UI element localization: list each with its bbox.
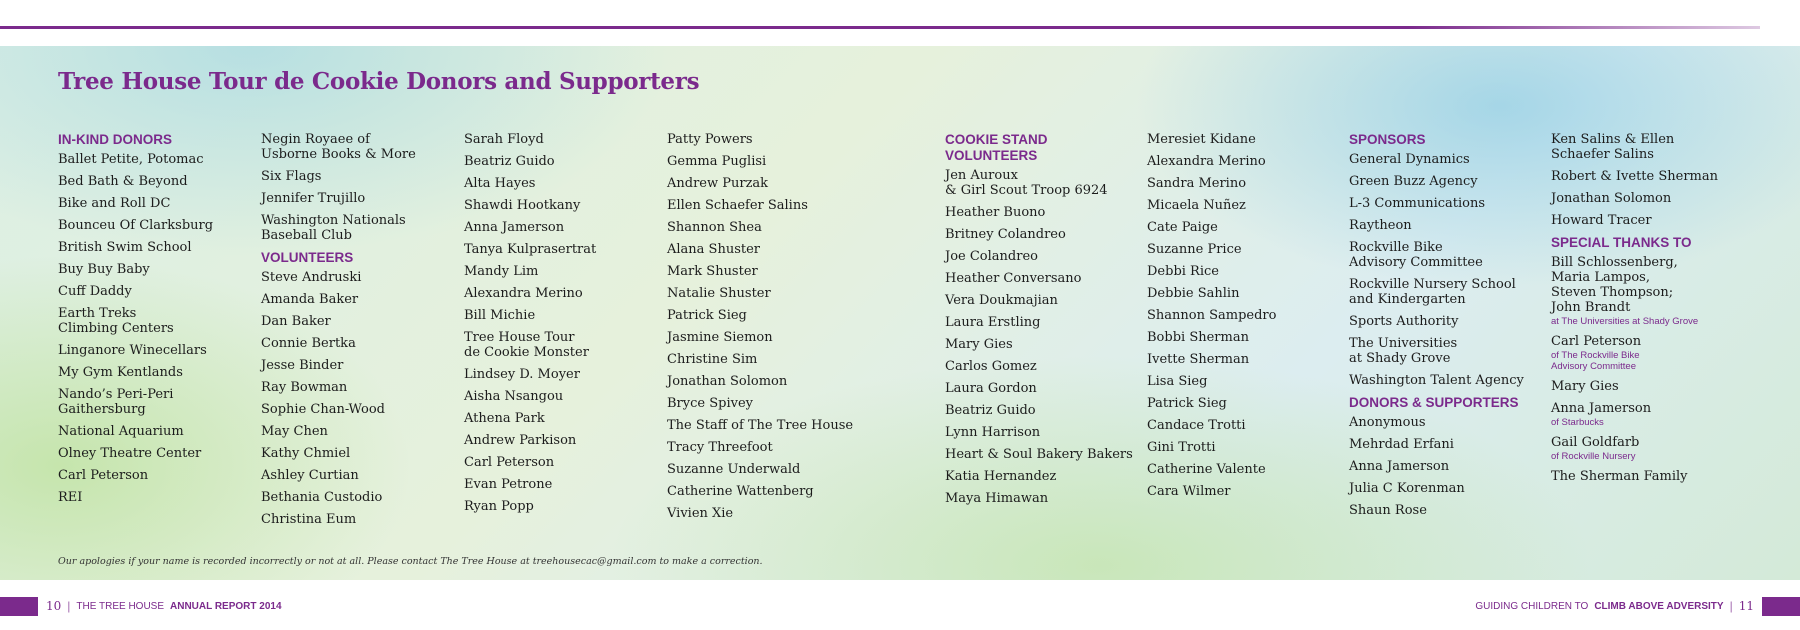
entry-name: Six Flags: [261, 169, 322, 184]
name-entry: [1147, 286, 1347, 301]
name-entry: [1147, 242, 1347, 257]
entry-name: Alana Shuster: [667, 242, 761, 257]
name-entry: [945, 403, 1145, 418]
entry-name: Rockville Nursery School and Kindergarten: [1349, 277, 1516, 307]
entry-name: Bike and Roll DC: [58, 196, 171, 211]
name-entry: [464, 242, 664, 257]
entry-name: General Dynamics: [1349, 152, 1470, 167]
name-entry: [667, 462, 867, 477]
name-entry: [1147, 308, 1347, 323]
column-8: [1551, 132, 1791, 491]
column-2: [261, 132, 461, 534]
name-entry: [464, 176, 664, 191]
section-heading: SPONSORS: [1349, 132, 1426, 147]
name-entry: [58, 284, 258, 299]
name-entry: [945, 315, 1145, 330]
entry-name: Bethania Custodio: [261, 490, 383, 505]
name-entry: [464, 132, 664, 147]
entry-name: Bill Schlossenberg, Maria Lampos, Steven Thompson; John Brandt: [1551, 255, 1678, 315]
name-entry: [1147, 374, 1347, 389]
entry-name: Cate Paige: [1147, 220, 1218, 235]
entry-name: Carl Peterson: [58, 468, 149, 483]
name-entry: [1349, 174, 1549, 189]
name-entry: [667, 330, 867, 345]
entry-name: Buy Buy Baby: [58, 262, 150, 277]
name-entry: [261, 446, 461, 461]
entry-name: Andrew Purzak: [667, 176, 769, 191]
name-entry: [1349, 437, 1549, 452]
entry-name: Meresiet Kidane: [1147, 132, 1256, 147]
entry-affiliation: of Rockville Nursery: [1551, 451, 1636, 462]
name-entry: [1349, 277, 1549, 307]
entry-name: Julia C Korenman: [1349, 481, 1465, 496]
entry-name: Laura Erstling: [945, 315, 1041, 330]
entry-name: Micaela Nuñez: [1147, 198, 1246, 213]
entry-name: Anna Jamerson: [1551, 401, 1652, 416]
name-entry: [1551, 379, 1791, 394]
entry-name: Steve Andruski: [261, 270, 362, 285]
name-entry: [58, 240, 258, 255]
entry-name: Debbie Sahlin: [1147, 286, 1240, 301]
entry-name: Alexandra Merino: [1147, 154, 1266, 169]
name-entry: [1349, 336, 1549, 366]
name-entry: [1147, 418, 1347, 433]
name-entry: [464, 499, 664, 514]
name-entry: [464, 411, 664, 426]
entry-name: National Aquarium: [58, 424, 184, 439]
name-entry: [58, 468, 258, 483]
entry-name: Catherine Wattenberg: [667, 484, 814, 499]
name-entry: [1551, 401, 1791, 428]
apology-note: Our apologies if your name is recorded incorrectly or not at all. Please contact The Tree House at treehousecac@gmail.com to make a correction.: [58, 556, 763, 567]
footer-separator: |: [67, 599, 71, 613]
entry-name: Lynn Harrison: [945, 425, 1041, 440]
entry-name: Raytheon: [1349, 218, 1412, 233]
entry-name: Anna Jamerson: [464, 220, 565, 235]
entry-name: Gail Goldfarb: [1551, 435, 1640, 450]
name-entry: [945, 359, 1145, 374]
name-entry: [667, 484, 867, 499]
name-entry: [1349, 459, 1549, 474]
name-entry: [667, 242, 867, 257]
footer-left: [46, 599, 282, 613]
entry-name: Sandra Merino: [1147, 176, 1247, 191]
entry-name: Tracy Threefoot: [667, 440, 773, 455]
entry-name: Aisha Nsangou: [464, 389, 564, 404]
entry-name: Tree House Tour de Cookie Monster: [464, 330, 589, 360]
name-entry: [667, 506, 867, 521]
name-entry: [1147, 440, 1347, 455]
entry-name: Amanda Baker: [261, 292, 359, 307]
name-entry: [58, 365, 258, 380]
name-entry: [261, 191, 461, 206]
footer-left-bar: [0, 597, 38, 616]
entry-name: Andrew Parkison: [464, 433, 577, 448]
entry-name: L-3 Communications: [1349, 196, 1486, 211]
entry-name: Ivette Sherman: [1147, 352, 1250, 367]
name-entry: [464, 455, 664, 470]
page-number-right: 11: [1738, 599, 1754, 613]
entry-name: Shannon Shea: [667, 220, 762, 235]
entry-name: Howard Tracer: [1551, 213, 1652, 228]
name-entry: [261, 358, 461, 373]
entry-name: Ken Salins & Ellen Schaefer Salins: [1551, 132, 1675, 162]
name-entry: [1349, 196, 1549, 211]
name-entry: [1349, 218, 1549, 233]
entry-name: Shannon Sampedro: [1147, 308, 1277, 323]
name-entry: [945, 491, 1145, 506]
entry-name: Christina Eum: [261, 512, 357, 527]
name-entry: [667, 418, 867, 433]
section-heading: IN-KIND DONORS: [58, 132, 172, 147]
name-entry: [1147, 264, 1347, 279]
entry-name: Jesse Binder: [261, 358, 344, 373]
entry-name: Candace Trotti: [1147, 418, 1246, 433]
name-entry: [1147, 330, 1347, 345]
name-entry: [261, 132, 461, 162]
name-entry: [261, 402, 461, 417]
name-entry: [58, 490, 258, 505]
page-number-left: 10: [46, 599, 62, 613]
entry-name: Mary Gies: [945, 337, 1013, 352]
footer-separator: |: [1729, 599, 1733, 613]
column-3: [464, 132, 664, 521]
donors-panel: [0, 46, 1800, 580]
entry-name: Jonathan Solomon: [667, 374, 788, 389]
entry-name: Mehrdad Erfani: [1349, 437, 1454, 452]
name-entry: [261, 169, 461, 184]
entry-name: Heather Conversano: [945, 271, 1082, 286]
footer-right-bar: [1762, 597, 1800, 616]
entry-name: Earth Treks Climbing Centers: [58, 306, 174, 336]
section-heading: SPECIAL THANKS TO: [1551, 235, 1692, 250]
name-entry: [1551, 334, 1791, 372]
entry-name: Cara Wilmer: [1147, 484, 1231, 499]
entry-name: Ray Bowman: [261, 380, 348, 395]
name-entry: [1147, 352, 1347, 367]
footer-report: ANNUAL REPORT 2014: [170, 600, 282, 612]
name-entry: [667, 352, 867, 367]
name-entry: [1349, 481, 1549, 496]
name-entry: [945, 469, 1145, 484]
entry-name: Bobbi Sherman: [1147, 330, 1249, 345]
entry-name: Shawdi Hootkany: [464, 198, 581, 213]
name-entry: [1147, 132, 1347, 147]
name-entry: [261, 512, 461, 527]
entry-name: Sarah Floyd: [464, 132, 544, 147]
name-entry: [667, 264, 867, 279]
entry-name: Carlos Gomez: [945, 359, 1037, 374]
name-entry: [1147, 176, 1347, 191]
entry-name: Anonymous: [1349, 415, 1426, 430]
name-entry: [1147, 198, 1347, 213]
name-entry: [261, 468, 461, 483]
entry-name: Connie Bertka: [261, 336, 356, 351]
entry-affiliation: of The Rockville Bike Advisory Committee: [1551, 350, 1640, 372]
name-entry: [58, 152, 258, 167]
entry-name: Debbi Rice: [1147, 264, 1219, 279]
entry-name: Suzanne Price: [1147, 242, 1242, 257]
entry-name: Britney Colandreo: [945, 227, 1066, 242]
name-entry: [58, 446, 258, 461]
entry-name: Katia Hernandez: [945, 469, 1057, 484]
entry-name: Cuff Daddy: [58, 284, 132, 299]
entry-name: Olney Theatre Center: [58, 446, 202, 461]
entry-name: Heather Buono: [945, 205, 1046, 220]
name-entry: [464, 286, 664, 301]
name-entry: [667, 286, 867, 301]
entry-name: Heart & Soul Bakery Bakers: [945, 447, 1133, 462]
entry-name: Beatriz Guido: [464, 154, 555, 169]
entry-name: Kathy Chmiel: [261, 446, 351, 461]
entry-name: Mary Gies: [1551, 379, 1619, 394]
column-6: [1147, 132, 1347, 506]
name-entry: [1551, 435, 1791, 462]
column-5: [945, 132, 1145, 513]
name-entry: [945, 205, 1145, 220]
name-entry: [261, 380, 461, 395]
name-entry: [945, 337, 1145, 352]
entry-name: Green Buzz Agency: [1349, 174, 1478, 189]
entry-name: Washington Nationals Baseball Club: [261, 213, 406, 243]
name-entry: [464, 198, 664, 213]
entry-name: Ashley Curtian: [261, 468, 359, 483]
footer-tagline: GUIDING CHILDREN TO: [1475, 600, 1589, 612]
entry-name: Beatriz Guido: [945, 403, 1036, 418]
entry-name: Jen Auroux & Girl Scout Troop 6924: [945, 168, 1108, 198]
entry-name: Gemma Puglisi: [667, 154, 767, 169]
entry-name: Sophie Chan-Wood: [261, 402, 385, 417]
name-entry: [1551, 191, 1791, 206]
entry-name: May Chen: [261, 424, 328, 439]
name-entry: [464, 367, 664, 382]
entry-name: My Gym Kentlands: [58, 365, 183, 380]
name-entry: [58, 424, 258, 439]
entry-affiliation: of Starbucks: [1551, 417, 1604, 428]
entry-name: Natalie Shuster: [667, 286, 771, 301]
name-entry: [667, 374, 867, 389]
name-entry: [1551, 169, 1791, 184]
name-entry: [1147, 462, 1347, 477]
entry-name: REI: [58, 490, 83, 505]
name-entry: [667, 154, 867, 169]
entry-name: Jonathan Solomon: [1551, 191, 1672, 206]
entry-name: Bill Michie: [464, 308, 536, 323]
entry-name: Catherine Valente: [1147, 462, 1266, 477]
entry-name: Carl Peterson: [1551, 334, 1642, 349]
entry-name: Bounceu Of Clarksburg: [58, 218, 214, 233]
name-entry: [261, 490, 461, 505]
name-entry: [945, 381, 1145, 396]
name-entry: [1147, 396, 1347, 411]
section-heading: VOLUNTEERS: [261, 250, 354, 265]
name-entry: [58, 343, 258, 358]
name-entry: [58, 262, 258, 277]
name-entry: [464, 477, 664, 492]
name-entry: [667, 132, 867, 147]
name-entry: [1551, 255, 1791, 327]
name-entry: [464, 220, 664, 235]
name-entry: [261, 424, 461, 439]
entry-name: Christine Sim: [667, 352, 758, 367]
entry-name: Joe Colandreo: [945, 249, 1038, 264]
column-1: [58, 132, 258, 512]
section-heading: COOKIE STAND VOLUNTEERS: [945, 132, 1048, 163]
entry-name: Anna Jamerson: [1349, 459, 1450, 474]
name-entry: [1349, 503, 1549, 518]
entry-name: Carl Peterson: [464, 455, 555, 470]
name-entry: [1551, 469, 1791, 484]
name-entry: [945, 168, 1145, 198]
name-entry: [58, 174, 258, 189]
name-entry: [464, 330, 664, 360]
name-entry: [1349, 373, 1549, 388]
name-entry: [945, 447, 1145, 462]
entry-name: Laura Gordon: [945, 381, 1037, 396]
entry-name: Alexandra Merino: [464, 286, 583, 301]
entry-name: Athena Park: [464, 411, 545, 426]
entry-name: Lisa Sieg: [1147, 374, 1208, 389]
entry-name: Dan Baker: [261, 314, 331, 329]
entry-name: Ellen Schaefer Salins: [667, 198, 808, 213]
name-entry: [945, 293, 1145, 308]
section-heading: DONORS & SUPPORTERS: [1349, 395, 1519, 410]
name-entry: [58, 306, 258, 336]
footer-tagline-strong: CLIMB ABOVE ADVERSITY: [1594, 600, 1724, 612]
footer-right: [1475, 599, 1754, 613]
entry-name: The Universities at Shady Grove: [1349, 336, 1458, 366]
column-7: [1349, 132, 1549, 525]
name-entry: [667, 440, 867, 455]
name-entry: [464, 389, 664, 404]
name-entry: [58, 218, 258, 233]
name-entry: [667, 198, 867, 213]
name-entry: [1349, 314, 1549, 329]
entry-name: Bryce Spivey: [667, 396, 753, 411]
entry-name: Ballet Petite, Potomac: [58, 152, 204, 167]
entry-name: Jasmine Siemon: [667, 330, 773, 345]
name-entry: [667, 308, 867, 323]
entry-name: The Sherman Family: [1551, 469, 1688, 484]
entry-name: Maya Himawan: [945, 491, 1049, 506]
entry-name: Vivien Xie: [667, 506, 734, 521]
entry-name: Lindsey D. Moyer: [464, 367, 580, 382]
column-4: [667, 132, 867, 528]
entry-name: Patrick Sieg: [1147, 396, 1227, 411]
name-entry: [261, 292, 461, 307]
entry-name: Tanya Kulprasertrat: [464, 242, 597, 257]
page-title: Tree House Tour de Cookie Donors and Supporters: [58, 68, 700, 95]
name-entry: [464, 433, 664, 448]
entry-name: Nando’s Peri-Peri Gaithersburg: [58, 387, 174, 417]
name-entry: [464, 264, 664, 279]
name-entry: [1147, 154, 1347, 169]
name-entry: [667, 396, 867, 411]
name-entry: [1551, 213, 1791, 228]
name-entry: [1349, 152, 1549, 167]
entry-name: Patrick Sieg: [667, 308, 747, 323]
entry-name: Shaun Rose: [1349, 503, 1427, 518]
name-entry: [945, 227, 1145, 242]
name-entry: [667, 220, 867, 235]
footer-org: THE TREE HOUSE: [76, 600, 165, 612]
entry-name: Evan Petrone: [464, 477, 553, 492]
name-entry: [261, 213, 461, 243]
name-entry: [945, 271, 1145, 286]
top-divider: [0, 26, 1760, 29]
name-entry: [1147, 484, 1347, 499]
name-entry: [945, 425, 1145, 440]
name-entry: [58, 387, 258, 417]
entry-name: The Staff of The Tree House: [667, 418, 854, 433]
entry-name: Washington Talent Agency: [1349, 373, 1524, 388]
name-entry: [464, 154, 664, 169]
entry-name: Alta Hayes: [464, 176, 536, 191]
entry-name: Rockville Bike Advisory Committee: [1349, 240, 1483, 270]
name-entry: [1551, 132, 1791, 162]
entry-name: Suzanne Underwald: [667, 462, 801, 477]
entry-name: Jennifer Trujillo: [261, 191, 366, 206]
name-entry: [1349, 240, 1549, 270]
name-entry: [1349, 415, 1549, 430]
name-entry: [58, 196, 258, 211]
entry-name: Linganore Winecellars: [58, 343, 207, 358]
name-entry: [261, 314, 461, 329]
entry-name: Mandy Lim: [464, 264, 539, 279]
name-entry: [945, 249, 1145, 264]
entry-affiliation: at The Universities at Shady Grove: [1551, 316, 1699, 327]
name-entry: [261, 270, 461, 285]
entry-name: Negin Royaee of Usborne Books & More: [261, 132, 416, 162]
name-entry: [667, 176, 867, 191]
entry-name: British Swim School: [58, 240, 192, 255]
entry-name: Ryan Popp: [464, 499, 534, 514]
entry-name: Sports Authority: [1349, 314, 1459, 329]
name-entry: [261, 336, 461, 351]
entry-name: Mark Shuster: [667, 264, 758, 279]
entry-name: Vera Doukmajian: [945, 293, 1058, 308]
entry-name: Gini Trotti: [1147, 440, 1216, 455]
entry-name: Patty Powers: [667, 132, 753, 147]
entry-name: Bed Bath & Beyond: [58, 174, 188, 189]
name-entry: [464, 308, 664, 323]
entry-name: Robert & Ivette Sherman: [1551, 169, 1718, 184]
name-entry: [1147, 220, 1347, 235]
